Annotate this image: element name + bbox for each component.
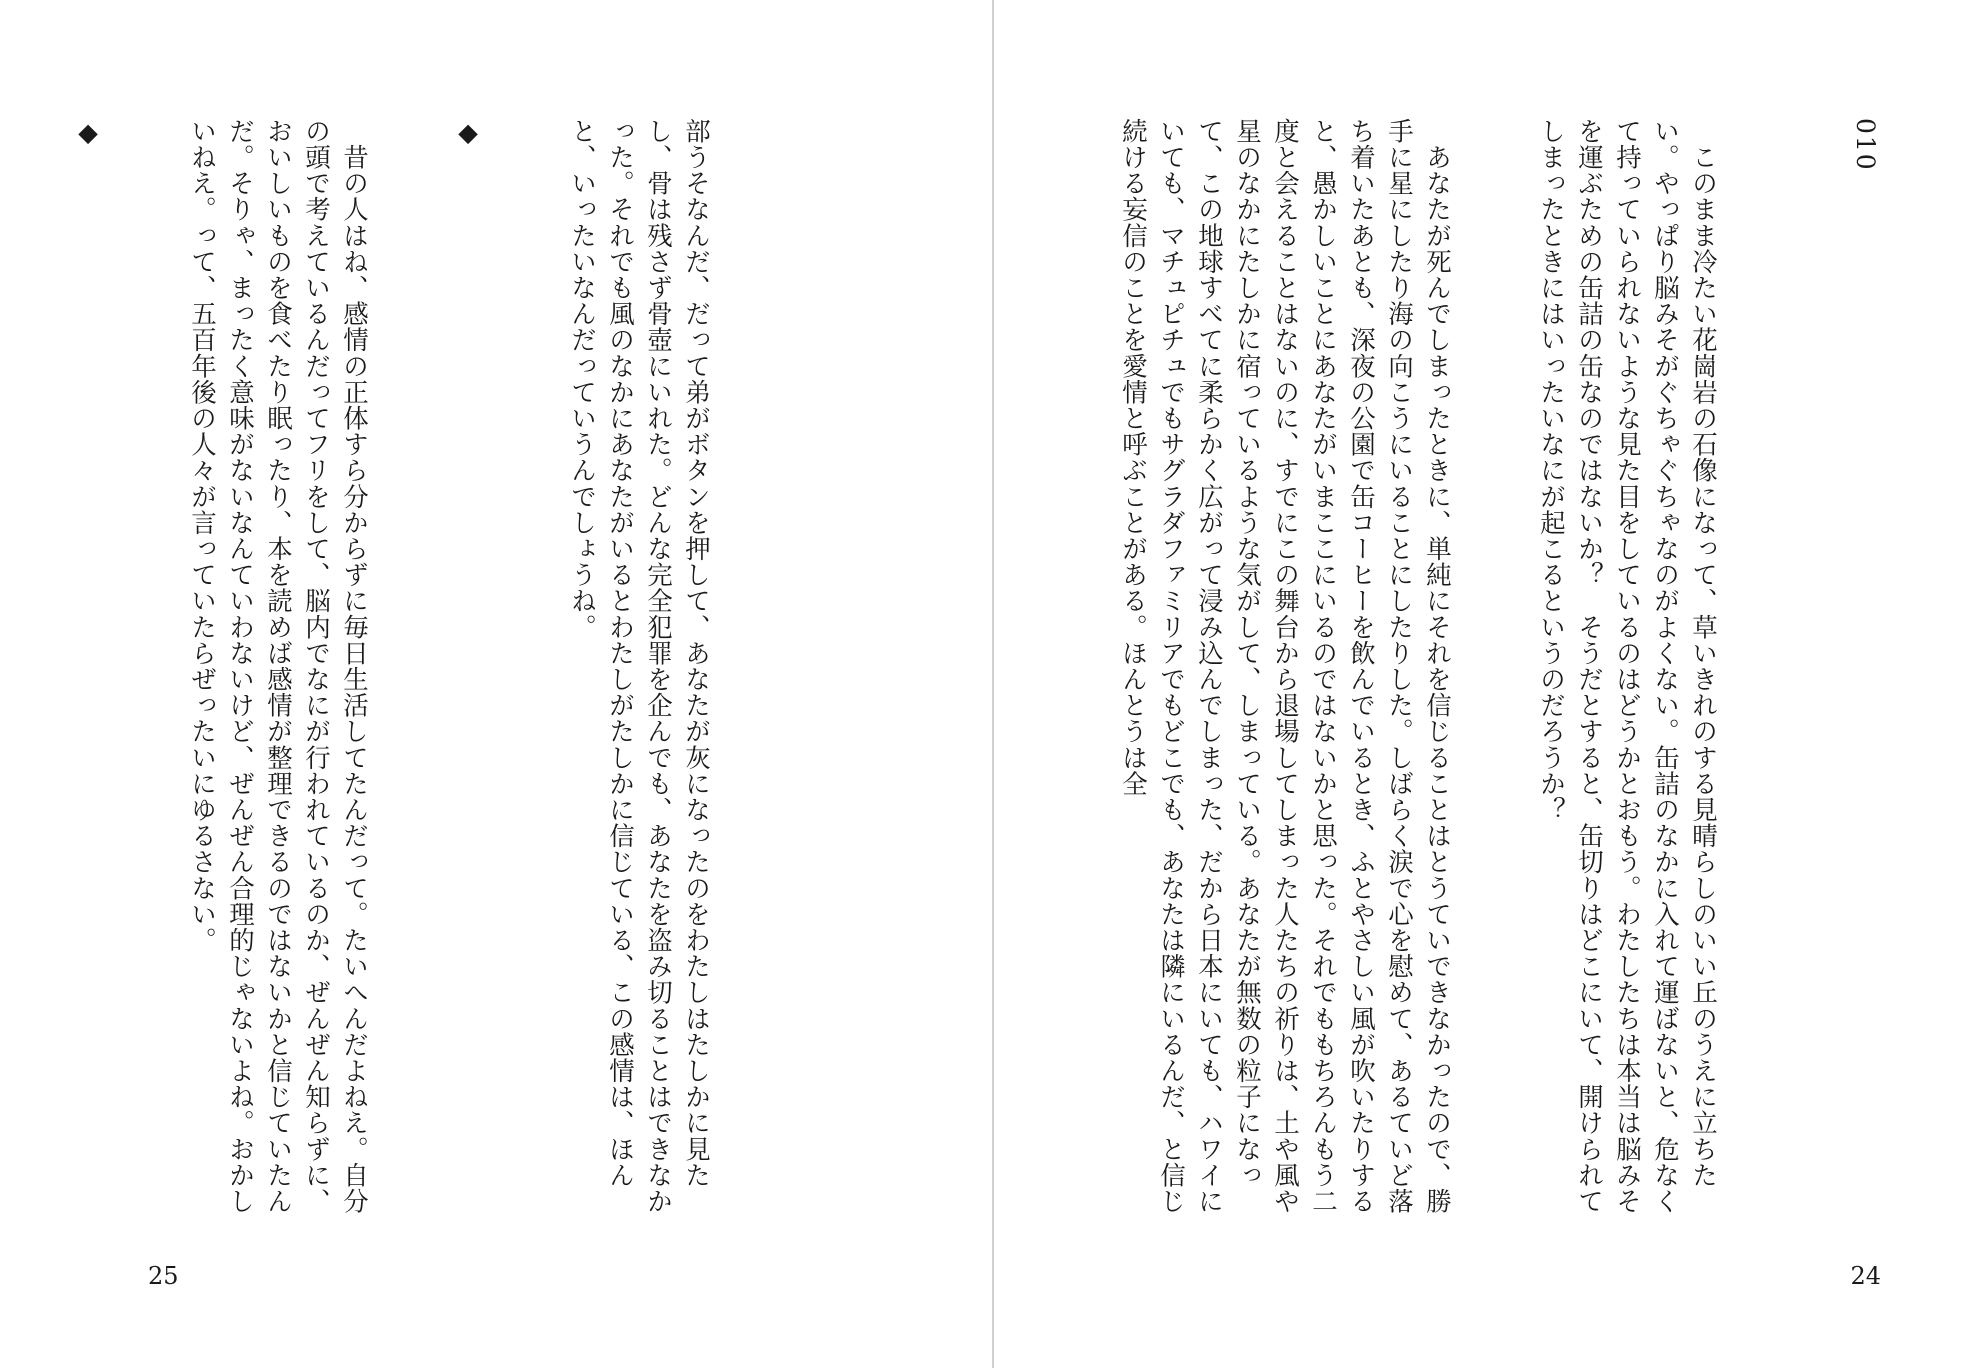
paragraph: 部うそなんだ、だって弟がボタンを押して、あなたが灰になったのをわたしはたしかに見たし、骨は残さず骨壺にいれた。どんな完全犯罪を企んでも、あなたを盗み切ることはできなかった。それでも風のなかにあなたがいるとわたしがたしかに信じている、この感情は、ほんと、いったいなんだっていうんでしょうね。 [567,118,711,1215]
page-number-right: 24 [1850,1262,1881,1290]
right-page [994,0,1983,1368]
section-divider-diamond: ◆ [453,118,483,149]
chapter-number: 010 [1851,118,1880,172]
paragraph: あなたが死んでしまったときに、単純にそれを信じることはとうていできなかったので、勝手に星にしたり海の向こうにいることにしたりした。しばらく涙で心を慰めて、あるていど落ち着いたあとも、深夜の公園で缶コーヒーを飲んでいるとき、ふとやさしい風が吹いたりすると、愚かしいことにあなたがいまここにいるのではないかと思った。それでももちろんもう二度と会えることはないのに、すでにこの舞台から退場してしまった人たちの祈りは、土や風や星のなかにたしかに宿っているような気がして、しまっている。あなたが無数の粒子になって、この地球すべてに柔らかく広がって浸み込んでしまった、だから日本にいても、ハワイにいても、マチュピチュでもサグラダファミリアでもどこでも、あなたは隣にいるんだ、と信じ続ける妄信のことを愛情と呼ぶことがある。ほんとうは全 [1118,118,1452,1215]
left-page-text [73,118,791,1228]
section-divider-diamond: ◆ [73,118,103,149]
paragraph: このまま冷たい花崗岩の石像になって、草いきれのする見晴らしのいい丘のうえに立ちたい。やっぱり脳みそがぐちゃぐちゃなのがよくない。缶詰のなかに入れて運ばないと、危なくて持っていられないような見た目をしているのはどうかとおもう。わたしたちは本当は脳みそを運ぶための缶詰の缶なのではないか？ そうだとすると、缶切りはどこにいて、開けられてしまったときにはいったいなにが起こるというのだろうか？ [1536,118,1718,1215]
page-number-left: 25 [148,1262,179,1290]
paragraph: 昔の人はね、感情の正体すら分からずに毎日生活してたんだって。たいへんだよねえ。自分の頭で考えているんだってフリをして、脳内でなにが行われているのか、ぜんぜん知らずに、おいしいものを食べたり眠ったり、本を読めば感情が整理できるのではないかと信じていたんだ。そりゃ、まったく意味がないなんていわないけど、ぜんぜん合理的じゃないよね。おかしいねえ。って、五百年後の人々が言っていたらぜったいにゆるさない。 [187,118,369,1215]
right-page-text [1118,118,1798,1228]
